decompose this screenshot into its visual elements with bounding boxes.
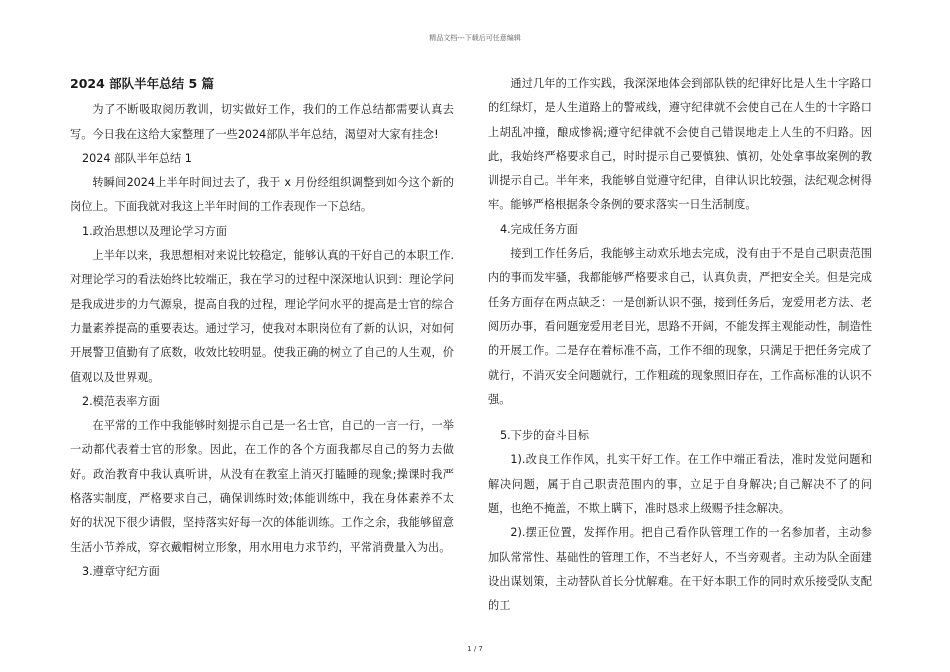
paragraph: 1).改良工作作风，扎实干好工作。在工作中端正看法，准时发觉问题和解决问题，属于自己职责范围内的事，立足于自身解决;自己解决不了的问题，也绝不掩盖，不欺上瞒下，准时恳求上级赐予挂念解决。 (488, 453, 872, 516)
paragraph: 转瞬间2024上半年时间过去了，我于 x 月份经组织调整到如今这个新的岗位上。下面我就对我这上半年时间的工作表现作一下总结。 (70, 176, 454, 214)
section-heading: 1.政治思想以及理论学习方面 (82, 224, 227, 238)
paragraph: 为了不断吸取阅历教训，切实做好工作，我们的工作总结都需要认真去写。今日我在这给大家整理了一些2024部队半年总结，渴望对大家有挂念! (70, 103, 454, 141)
right-column (488, 72, 872, 619)
section-heading: 3.遵章守纪方面 (82, 564, 160, 578)
page-header: 精品文档---下载后可任意编辑 (429, 34, 521, 42)
page-number: 1 / 7 (467, 645, 483, 653)
right-body (488, 72, 872, 619)
left-column (70, 72, 454, 584)
paragraph: 在平常的工作中我能够时刻提示自己是一名士官，自己的一言一行，一举一动都代表着士官的形象。因此，在工作的各个方面我都尽自己的努力去做好。政治教育中我认真听讲，从没有在教室上消灭打瞌睡的现象;操课时我严格落实制度，严格要求自己，确保训练时效;体能训练中，我在身体素养不太好的状况下很少请假，坚持落实好每一次的体能训练。工作之余，我能够留意生活小节养成，穿衣戴帽树立形象，用水用电力求节约，平常消费量入为出。 (70, 419, 454, 554)
spacer (488, 412, 872, 424)
section-heading: 4.完成任务方面 (500, 222, 578, 236)
left-body (70, 98, 454, 584)
paragraph: 上半年以来，我思想相对来说比较稳定，能够认真的干好自己的本职工作.对理论学习的看法始终比较端正，我在学习的过程中深深地认识到：理论学问是我成进步的力气源泉，提高自我的过程，理论学问水平的提高是士官的综合力量素养提高的重要表达。通过学习，使我对本职岗位有了新的认识，对如何开展警卫值勤有了底数，收效比较明显。使我正确的树立了自己的人生观，价值观以及世界观。 (70, 249, 454, 384)
paragraph: 2).摆正位置，发挥作用。把自己看作队管理工作的一名参加者，主动参加队常常性、基础性的管理工作，不当老好人，不当旁观者。主动为队全面建设出谋划策，主动替队首长分忧解难。在干好本职工作的同时欢乐接受队支配的工 (488, 526, 872, 613)
document-title: 2024 部队半年总结 5 篇 (70, 76, 215, 91)
section-heading: 2024 部队半年总结 1 (82, 151, 192, 165)
section-heading: 5.下步的奋斗目标 (500, 429, 589, 443)
section-heading: 2.模范表率方面 (82, 394, 160, 408)
paragraph: 通过几年的工作实践，我深深地体会到部队铁的纪律好比是人生十字路口的红绿灯，是人生道路上的警戒线，遵守纪律就不会使自己在人生的十字路口上胡乱冲撞，酿成惨祸;遵守纪律就不会使自己错误地走上人生的不归路。因此，我始终严格要求自己，时时提示自己要慎独、慎初，处处拿事故案例的教训提示自己。半年来，我能够自觉遵守纪律，自律认识比较强，法纪观念树得牢。能够严格根据条令条例的要求落实一日生活制度。 (488, 77, 872, 212)
paragraph: 接到工作任务后，我能够主动欢乐地去完成，没有由于不是自己职责范围内的事而发牢骚，我都能够严格要求自己，认真负责，严把安全关。但是完成任务方面存在两点缺乏：一是创新认识不强，接到任务后，宠爱用老方法、老阅历办事，看问题宠爱用老目光，思路不开阔，不能发挥主观能动性，制造性的开展工作。二是存在着标准不高，工作不细的现象，只满足于把任务完成了就行，不消灭安全问题就行，工作粗疏的现象照旧存在，工作高标准的认识不强。 (488, 247, 872, 406)
